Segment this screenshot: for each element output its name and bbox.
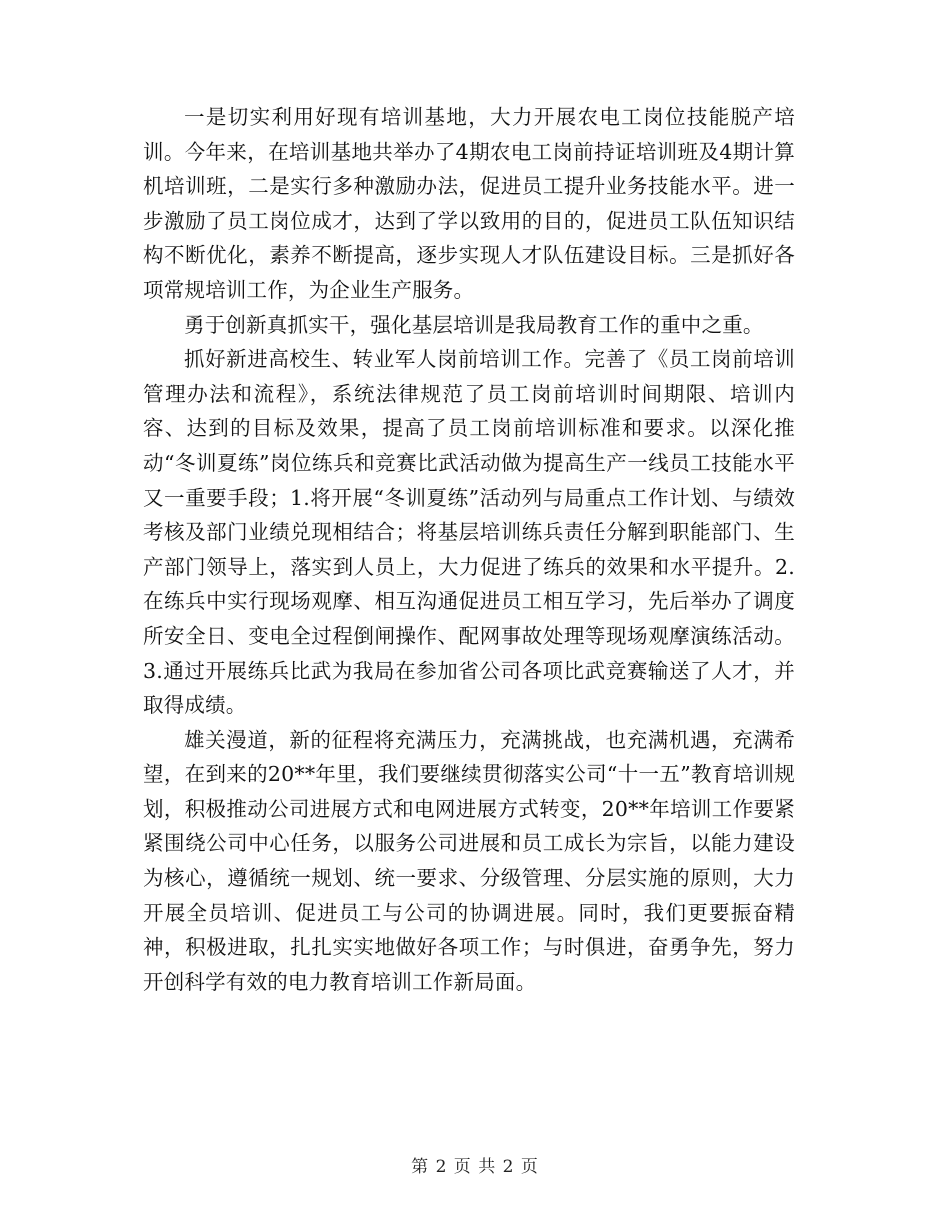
paragraph-outlook: 雄关漫道，新的征程将充满压力，充满挑战，也充满机遇，充满希望，在到来的20**年里，我们要继续贯彻落实公司“十一五”教育培训规划，积极推动公司进展方式和电网进展方式转变，20**年培训工作要紧紧围绕公司中心任务，以服务公司进展和员工成长为宗旨，以能力建设为核心，遵循统一规划、统一要求、分级管理、分层实施的原则，大力开展全员培训、促进员工与公司的协调进展。同时，我们更要振奋精神，积极进取，扎扎实实地做好各项工作；与时俱进，奋勇争先，努力开创科学有效的电力教育培训工作新局面。 [143, 727, 795, 994]
paragraph-innovation: 勇于创新真抓实干，强化基层培训是我局教育工作的重中之重。 [184, 312, 764, 337]
document-body [143, 100, 795, 999]
paragraph-pre-job-training: 抓好新进高校生、转业军人岗前培训工作。完善了《员工岗前培训管理办法和流程》，系统法律规范了员工岗前培训时间期限、培训内容、达到的目标及效果，提高了员工岗前培训标准和要求。以深化推动“冬训夏练”岗位练兵和竞赛比武活动做为提高生产一线员工技能水平又一重要手段；1.将开展“冬训夏练”活动列与局重点工作计划、与绩效考核及部门业绩兑现相结合；将基层培训练兵责任分解到职能部门、生产部门领导上，落实到人员上，大力促进了练兵的效果和水平提升。2.在练兵中实行现场观摩、相互沟通促进员工相互学习，先后举办了调度所安全日、变电全过程倒闸操作、配网事故处理等现场观摩演练活动。3.通过开展练兵比武为我局在参加省公司各项比武竞赛输送了人才，并取得成绩。 [143, 347, 795, 718]
page-number-footer: 第 2 页 共 2 页 [411, 1157, 539, 1177]
paragraph-training-base: 一是切实利用好现有培训基地，大力开展农电工岗位技能脱产培训。今年来，在培训基地共举办了4期农电工岗前持证培训班及4期计算机培训班，二是实行多种激励办法，促进员工提升业务技能水平。进一步激励了员工岗位成才，达到了学以致用的目的，促进员工队伍知识结构不断优化，素养不断提高，逐步实现人才队伍建设目标。三是抓好各项常规培训工作，为企业生产服务。 [143, 105, 795, 302]
